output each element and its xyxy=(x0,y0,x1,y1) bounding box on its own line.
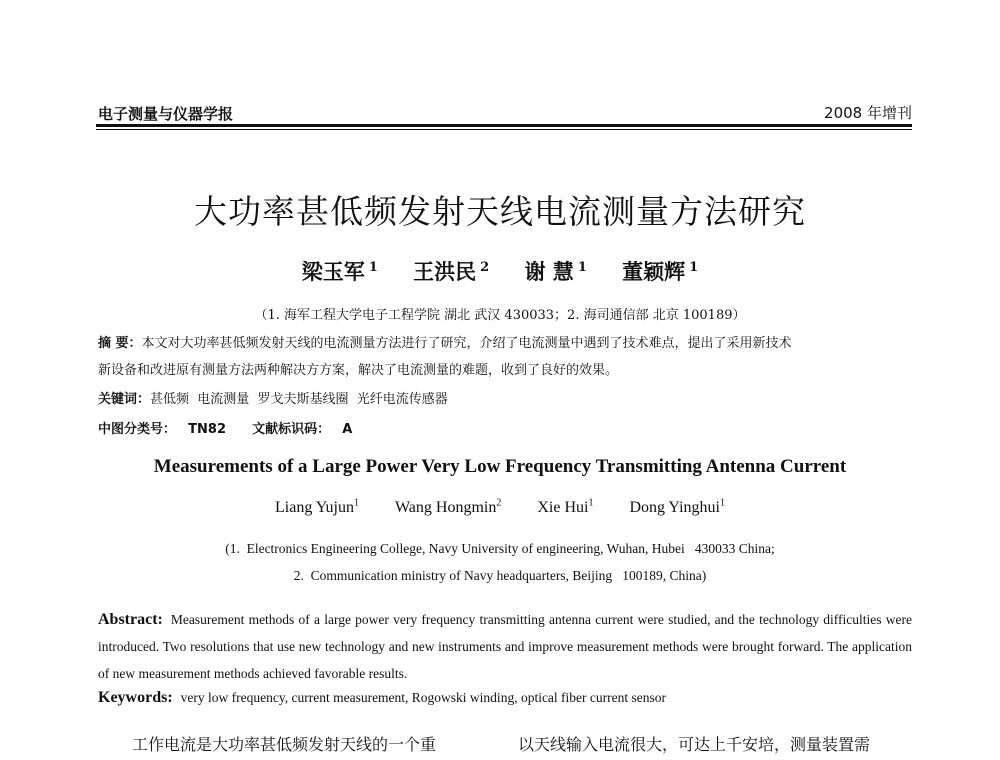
authors-en xyxy=(0,498,1000,517)
affiliation-en-line-1: (1. Electronics Engineering College, Navy University of engineering, Wuhan, Hubei 430033 China; xyxy=(225,541,775,556)
author-cn: 谢 慧 $^1$ xyxy=(524,259,587,284)
authors-cn xyxy=(0,256,1000,286)
abstract-en xyxy=(98,606,912,687)
abstract-cn-line-1 xyxy=(98,332,792,351)
keywords-cn xyxy=(98,388,448,407)
paper-title-cn: 大功率甚低频发射天线电流测量方法研究 xyxy=(194,192,806,231)
classification-code: TN82 xyxy=(188,422,226,437)
keywords-cn-label: 关键词： xyxy=(98,392,151,407)
header-rule-thick xyxy=(96,124,912,127)
journal-name: 电子测量与仪器学报 xyxy=(98,105,234,123)
keywords-en-text: very low frequency, current measurement, Rogowski winding, optical fiber current sensor xyxy=(180,690,667,705)
abstract-cn-line-2: 新设备和改进原有测量方法两种解决方方案，解决了电流测量的难题，收到了良好的效果。 xyxy=(98,363,619,378)
keywords-cn-text: 甚低频 电流测量 罗戈夫斯基线圈 光纤电流传感器 xyxy=(150,392,448,407)
abstract-cn-label: 摘 要： xyxy=(98,336,142,351)
abstract-cn-text-1: 本文对大功率甚低频发射天线的电流测量方法进行了研究，介绍了电流测量中遇到了技术难点，提出了采用新技术 xyxy=(141,336,792,351)
abstract-en-label: Abstract: xyxy=(98,611,163,628)
classification-label: 中图分类号： xyxy=(98,422,177,437)
author-cn: 董颖辉 $^1$ xyxy=(622,259,699,284)
body-text-right-column: 以天线输入电流很大，可达上千安培，测量装置需 xyxy=(518,735,871,754)
author-cn: 梁玉军 $^1$ xyxy=(301,259,378,284)
doc-code-label: 文献标识码： xyxy=(252,422,331,437)
affiliation-en-line-2: 2. Communication ministry of Navy headquarters, Beijing 100189, China) xyxy=(293,568,707,583)
author-en: Wang Hongmin$^2$ xyxy=(394,498,502,517)
keywords-en xyxy=(98,689,666,707)
issue-label: 2008 年增刊 xyxy=(824,104,912,122)
doc-code: A xyxy=(342,422,353,437)
abstract-en-text: Measurement methods of a large power very frequency transmitting antenna current were studied, and the technology difficulties were introduced. Two resolutions that use new technology and new instruments and improve measurement methods were brought forward. The application of new measurement methods achieved favorable results. xyxy=(98,612,912,681)
header-rule-thin xyxy=(96,129,912,130)
author-cn: 王洪民 $^2$ xyxy=(413,259,490,284)
author-en: Dong Yinghui$^1$ xyxy=(629,498,725,517)
author-en: Xie Hui$^1$ xyxy=(537,498,594,517)
author-en: Liang Yujun$^1$ xyxy=(275,498,359,517)
paper-title-en: Measurements of a Large Power Very Low Frequency Transmitting Antenna Current xyxy=(153,456,847,477)
classification-cn xyxy=(98,418,352,437)
keywords-en-label: Keywords: xyxy=(98,689,173,706)
body-text-left-column: 工作电流是大功率甚低频发射天线的一个重 xyxy=(132,735,437,754)
affiliation-cn: （1. 海军工程大学电子工程学院 湖北 武汉 430033；2. 海司通信部 北京 100189） xyxy=(254,308,746,323)
